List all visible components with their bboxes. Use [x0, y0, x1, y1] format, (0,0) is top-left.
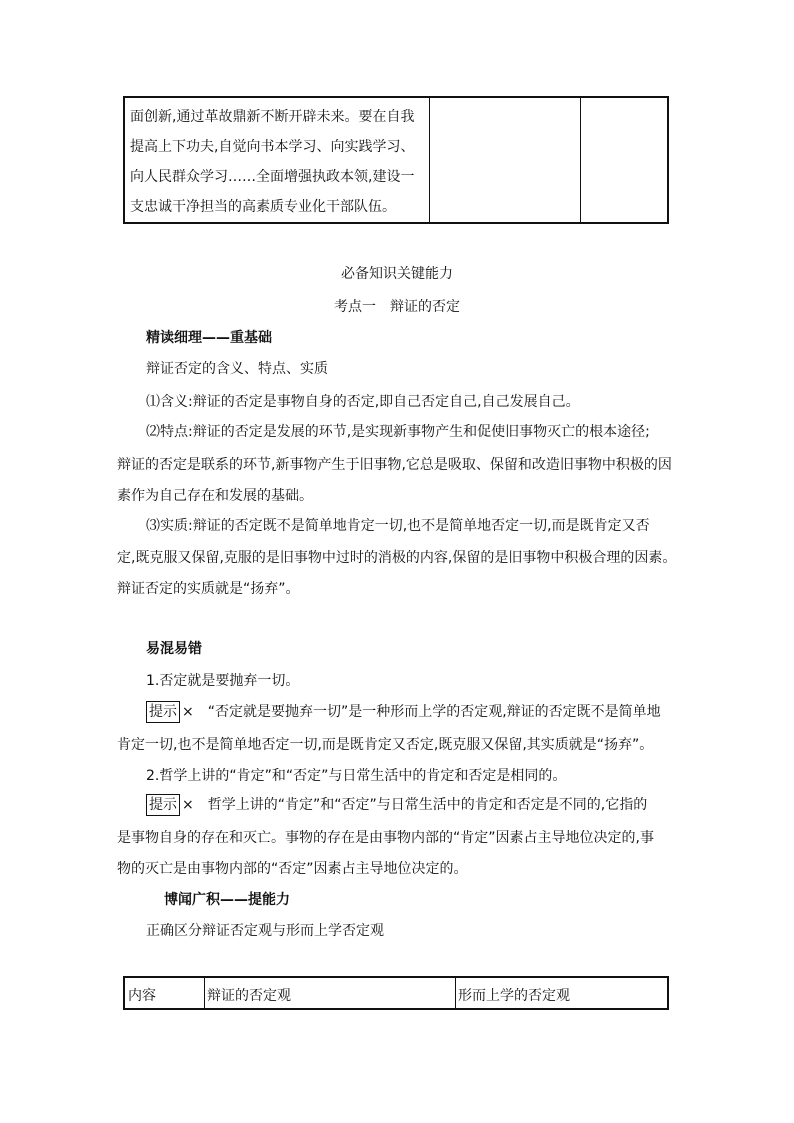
question: 1.否定就是要抛弃一切。 [146, 673, 300, 689]
answer-line [146, 701, 661, 723]
answer-line: 肯定一切,也不是简单地否定一切,而是既肯定又否定,既克服又保留,其实质就是“扬弃”。 [117, 737, 654, 753]
table-line: 支忠诚干净担当的高素质专业化干部队伍。 [130, 199, 396, 215]
table-cell-content [130, 102, 430, 222]
answer-line: 物的灭亡是由事物内部的“否定”因素占主导地位决定的。 [117, 861, 468, 877]
table-divider [455, 978, 456, 1008]
part1-paragraph: 素作为自己存在和发展的基础。 [117, 488, 313, 504]
table-header-cell: 内容 [128, 988, 156, 1004]
part1-paragraph: 定,既克服又保留,克服的是旧事物中过时的消极的内容,保留的是旧事物中积极合理的因素。 [117, 550, 677, 566]
part1-heading: 精读细理——重基础 [146, 330, 272, 346]
part1-paragraph: ⑴含义:辩证的否定是事物自身的否定,即自己否定自己,自己发展自己。 [146, 394, 580, 410]
table-header-cell: 形而上学的否定观 [458, 988, 570, 1004]
hint-label: 提示 [146, 794, 180, 816]
table-divider [580, 98, 581, 222]
continued-table [123, 96, 669, 224]
part1-paragraph: 辩证的否定是联系的环节,新事物产生于旧事物,它总是吸取、保留和改造旧事物中积极的因 [117, 457, 672, 473]
part1-intro: 辩证否定的含义、特点、实质 [146, 361, 328, 377]
answer-line: 是事物自身的存在和灭亡。事物的存在是由事物内部的“肯定”因素占主导地位决定的,事 [117, 830, 654, 846]
question: 2.哲学上讲的“肯定”和“否定”与日常生活中的肯定和否定是相同的。 [146, 768, 567, 784]
answer-text: × 哲学上讲的“肯定”和“否定”与日常生活中的肯定和否定是不同的,它指的 [182, 797, 648, 813]
hint-label: 提示 [146, 701, 180, 723]
part1-paragraph: ⑶实质:辩证的否定既不是简单地肯定一切,也不是简单地否定一切,而是既肯定又否 [146, 518, 650, 534]
part2-heading: 易混易错 [146, 641, 202, 657]
table-divider [204, 978, 205, 1008]
comparison-table-header [123, 976, 669, 1010]
table-line: 提高上下功夫,自觉向书本学习、向实践学习、 [130, 139, 415, 155]
part3-heading: 博闻广积——提能力 [164, 892, 290, 908]
part1-paragraph: 辩证否定的实质就是“扬弃”。 [117, 581, 300, 597]
section-subtitle: 考点一 辩证的否定 [334, 299, 460, 315]
table-header-cell: 辩证的否定观 [207, 988, 291, 1004]
answer-text: × “否定就是要抛弃一切”是一种形而上学的否定观,辩证的否定既不是简单地 [182, 704, 661, 720]
table-line: 面创新,通过革故鼎新不断开辟未来。要在自我 [130, 109, 415, 125]
section-title: 必备知识关键能力 [341, 266, 453, 282]
table-line: 向人民群众学习……全面增强执政本领,建设一 [130, 169, 415, 185]
answer-line [146, 794, 647, 816]
part1-paragraph: ⑵特点:辩证的否定是发展的环节,是实现新事物产生和促使旧事物灭亡的根本途径; [146, 424, 650, 440]
part3-intro: 正确区分辩证否定观与形而上学否定观 [146, 923, 384, 939]
